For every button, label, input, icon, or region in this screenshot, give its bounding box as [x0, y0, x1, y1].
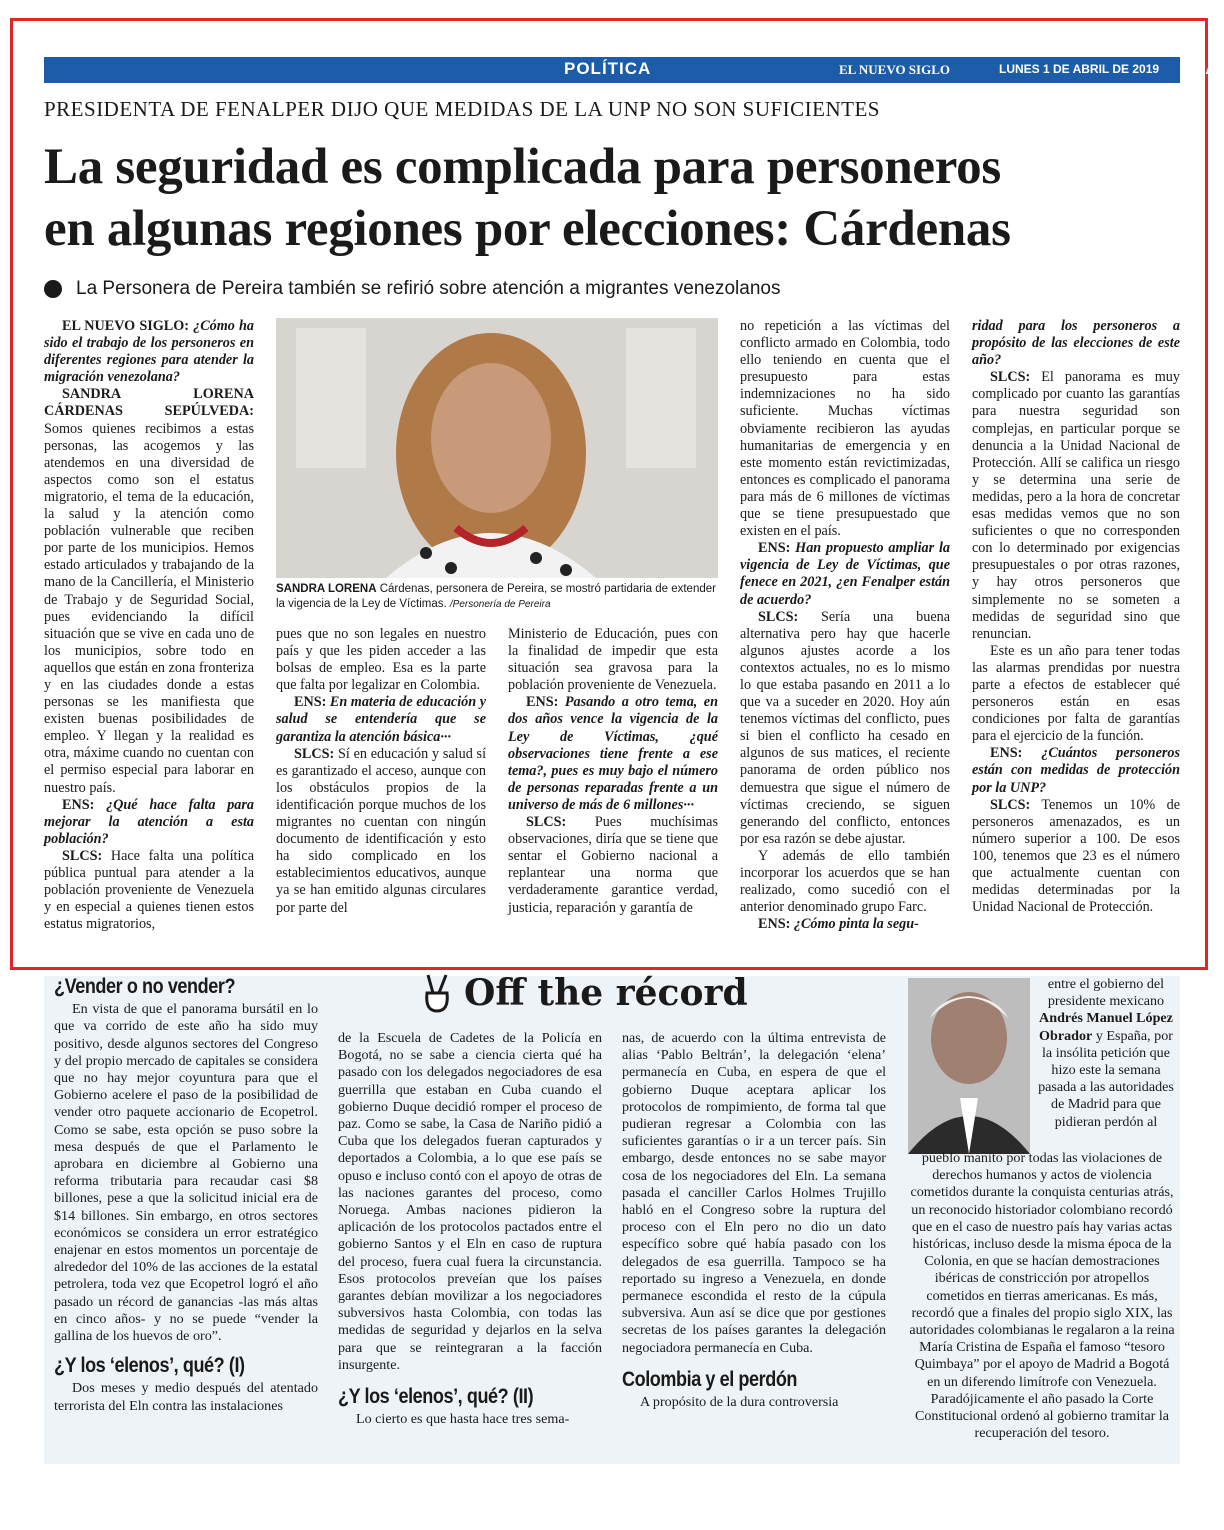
headline-line-2: en algunas regiones por elecciones: Cárdenas — [44, 201, 1011, 257]
question: ¿Cuántos personeros están con medidas de protección por la UNP? — [972, 745, 1181, 796]
item-text: entre el gobierno del presidente mexicano — [1047, 976, 1165, 1010]
photo-caption — [276, 582, 720, 612]
answer-lead: SLCS: — [990, 796, 1031, 813]
answer: Sí en educación y salud sí es garantizado el acceso, aunque con los obstáculos propios de la identificación porque muchos de los migrantes no cuentan con ningún documento de identificación y esto ha sido complicado en los establecimientos educativos, aunque ya se han emitido algunas circulares por parte del — [276, 745, 487, 916]
answer-lead: SLCS: — [526, 814, 567, 831]
item-text: nas, de acuerdo con la última entrevista de alias ‘Pablo Beltrán’, la delegación ‘elena’ permanecía en Cuba, en espera de que el gobierno Duque aceptara aplicar los protocolos de rompimiento, de forma tal que pudieran regresar a Colombia con las suficientes garantías o ir a un tercer país. Sin embargo, desde entonces no se sabe mayor cosa de los negociadores del Eln. La semana pasada el canciller Carlos Holmes Trujillo habló en el Congreso sobre la ruptura del proceso con el Eln pero no dio un dato específico sobre qué había pasado con los delegados de esa guerrilla. Tampoco se ha reportado su ingreso a Venezuela, en donde permanece escondida el resto de la cúpula subversiva. Aun así se dice que por gestiones secretas de los países garantes la delegación negociadora permanecía en Cuba. — [622, 1030, 886, 1356]
article-column-3 — [508, 626, 718, 917]
item-heading: ¿Vender o no vender? — [54, 975, 236, 998]
answer: Sería una buena alternativa pero hay que hacerle algunos ajustes acorde a los contextos actuales, no es lo mismo lo que estaba pasando en 2011 a lo que va a suceder en 2020. Hoy aún tenemos víctimas del conflicto, pues si bien el conflicto ha cesado en algunos de sus matices, el reciente panorama de orden público nos demuestra que sigue el número de víctimas creciendo, se siguen generando del conflicto, entonces por esa razón se debe ajustar. — [740, 608, 951, 847]
answer-lead: SLCS: — [990, 369, 1031, 386]
personera-photo — [276, 318, 718, 578]
item-text: pueblo manito por todas las violaciones de derechos humanos y actos de violencia cometidos durante la conquista centurias atrás, un reconocido historiador colombiano recordó que en el caso de nuestro país hay varias actas históricas, incluso desde la misma época de la Colonia, en que se hacían demostraciones ibéricas de constricción por atropellos cometidos en tierras americanas. Es más, recordó que a finales del propio siglo XIX, las autoridades colombianas le regalaron a la reina María Cristina de España el famoso “tesoro Quimbaya” por el apoyo de Madrid a Bogotá en un diferendo limítrofe con Venezuela. Paradójicamente el año pasado la Corte Constitucional ordenó al gobierno tramitar la recuperación del tesoro. — [909, 1150, 1175, 1442]
portrait-illustration — [908, 978, 1030, 1154]
offrecord-column-4-top — [1036, 976, 1176, 1131]
subhead — [44, 278, 780, 300]
answer: Tenemos un 10% de personeros amenazados, es un número superior a 100. De esos 100, tenemos que 23 es el número que actualmente cuentan con medidas determinadas por la Unidad Nacional de Protección. — [972, 796, 1180, 916]
headline-line-1: La seguridad es complicada para personeros — [44, 139, 1001, 195]
answer-lead: SLCS: — [758, 608, 799, 625]
amlo-photo — [908, 978, 1030, 1154]
paper-name: EL NUEVO SIGLO — [839, 62, 950, 77]
item-text: Dos meses y medio después del atentado terrorista del Eln contra las instalaciones — [54, 1380, 318, 1414]
item-heading: ¿Y los ‘elenos’, qué? (II) — [338, 1385, 534, 1409]
portrait-illustration — [276, 318, 718, 578]
q-lead: ENS: — [758, 540, 791, 557]
item-text: Lo cierto es que hasta hace tres sema- — [356, 1411, 570, 1428]
offrecord-header — [420, 972, 748, 1014]
caption-credit: /Personería de Pereira — [449, 599, 551, 610]
section-label: POLÍTICA — [564, 59, 652, 78]
article-column-5 — [972, 318, 1180, 916]
article-column-2 — [276, 626, 486, 917]
caption-name: SANDRA LORENA — [276, 583, 377, 595]
issue-date: LUNES 1 DE ABRIL DE 2019 — [999, 62, 1160, 76]
paragraph: Ministerio de Educación, pues con la finalidad de impedir que esta situación sea gravosa para la población proveniente de Venezuela. — [508, 626, 718, 694]
paragraph: no repetición a las víctimas del conflicto armado en Colombia, todo ello teniendo en cuenta que el presupuesto para estas indemnizaciones no ha sido suficiente. Muchas víctimas obviamente recibieron las ayudas humanitarias de emergencia y en este momento están revictimizadas, entonces es complicado el panorama para más de 6 millones de víctimas que se tiene presupuestado que existen en el país. — [740, 318, 950, 540]
kicker: PRESIDENTA DE FENALPER DIJO QUE MEDIDAS DE LA UNP NO SON SUFICIENTES — [44, 97, 880, 121]
question: ¿Qué hace falta para mejorar la atención a esta población? — [44, 796, 254, 847]
article-column-4 — [740, 318, 950, 933]
paragraph: Este es un año para tener todas las alarmas prendidas por nuestra parte a efectos de establecer qué personeros están en esas condiciones por falta de garantías para el ejercicio de la función. — [972, 642, 1180, 745]
answer: Somos quienes recibimos a estas personas, las acogemos y las atendemos en una diversidad de aspectos como son el estatus migratorio, el tema de la educación, la salud y la atención como población vulnerable que reciben por parte de los municipios. Hemos estado articulados y trabajando de la mano de la Cancillería, el Ministerio de Trabajo y de Seguridad Social, pues evidenciando la difícil situación que se vive en cada uno de los municipios, sobre todo en aquellos que están en zona fronteriza y en las ciudades donde a estas personas se les manifiesta que existen buenas posibilidades de empleo. Y llegan y la realidad es otra, máxime cuando no cuentan con el permiso especial para laborar en nuestro país. — [44, 420, 254, 796]
article-column-1 — [44, 318, 254, 933]
q-lead: ENS: — [526, 694, 559, 711]
paragraph: pues que no son legales en nuestro país y que les piden acceder a las bolsas de empleo. Esa es la parte que falta por legalizar en Colombia. — [276, 626, 486, 694]
question: En materia de educación y salud se entendería que se garantiza la atención básica··· — [276, 694, 486, 745]
offrecord-column-1 — [54, 975, 318, 1415]
offrecord-column-3 — [622, 1030, 886, 1411]
q-lead: EL NUEVO SIGLO: — [62, 318, 189, 334]
answer-lead: SLCS: — [294, 745, 335, 762]
answer-lead: SLCS: — [62, 847, 103, 864]
offrecord-column-2 — [338, 1030, 602, 1428]
person-name: Andrés Manuel López Obrador — [1039, 1010, 1173, 1044]
bullet-icon — [44, 280, 62, 298]
caption-text: Cárdenas, personera de Pereira, se mostró partidaria de extender la vigencia de la Ley de Víctimas. — [276, 583, 716, 610]
headline — [44, 136, 1184, 260]
subhead-text: La Personera de Pereira también se refirió sobre atención a migrantes venezolanos — [76, 278, 781, 299]
item-heading: Colombia y el perdón — [622, 1367, 798, 1391]
item-text: A propósito de la dura controversia — [640, 1394, 839, 1411]
peace-hand-icon — [420, 973, 454, 1013]
question: ¿Cómo ha sido el trabajo de los personeros en diferentes regiones para atender la migración venezolana? — [44, 318, 255, 386]
paragraph: Y además de ello también incorporar los acuerdos que se han realizado, como sucedió con el anterior denominado grupo Farc. — [740, 847, 950, 916]
q-lead: ENS: — [62, 796, 95, 813]
question: Han propuesto ampliar la vigencia de Ley de Víctimas, que fenece en 2021, ¿en Fenalper están de acuerdo? — [740, 540, 951, 608]
page-number: 11A — [1184, 57, 1220, 79]
q-lead: ENS: — [990, 745, 1023, 762]
section-bar — [44, 57, 1220, 83]
answer: El panorama es muy complicado por cuanto las garantías para nuestra seguridad son complejas, en particular porque se denuncia a la Unidad Nacional de Protección. Allí se califica un riesgo y se determina una serie de medidas, pero a la hora de concretar esas medidas vemos que no son suficientes o que no corresponden con lo determinado por exigencias presupuestales o por otras razones, y hay otros personeros que simplemente no se someten a medidas de seguridad sino que renuncian. — [972, 369, 1180, 642]
question: ¿Cómo pinta la segu- — [793, 916, 919, 933]
item-text: y España, por la insólita petición que hizo este la semana pasada a las autoridades de Madrid para que pidieran perdón al — [1038, 1027, 1174, 1130]
offrecord-column-4 — [908, 1150, 1176, 1442]
q-lead: ENS: — [758, 916, 791, 933]
answer: Pues muchísimas observaciones, diría que se tiene que sentar el Gobierno nacional a replantear una norma que verdaderamente garantice verdad, justicia, reparación y garantía de — [508, 814, 718, 916]
item-text: En vista de que el panorama bursátil en lo que va corrido de este año ha sido muy positivo, desde algunos sectores del Congreso y del propio mercado de capitales se considera que no hay mejor coyuntura para que el Gobierno acelere el paso de la posibilidad de vender otro paquete accionario de Ecopetrol. Como se sabe, esta opción se puso sobre la mesa después de que el Parlamento le aprobara en diciembre al Gobierno una reforma tributaria para recaudar casi $8 billones, pese a que la solicitud inicial era de $14 billones. Sin embargo, en otros sectores económicos se considera un error estratégico enajenar en estos momentos un porcentaje de alrededor del 10% de las acciones de la estatal petrolera, toda vez que Ecopetrol logró el año pasado un récord de ganancias -las más altas en cinco años- y no se puede “vender la gallina de los huevos de oro”. — [54, 1001, 318, 1345]
item-heading: ¿Y los ‘elenos’, qué? (I) — [54, 1354, 245, 1378]
answer-lead: SANDRA LORENA CÁRDENAS SEPÚLVEDA: — [44, 386, 254, 420]
item-text: de la Escuela de Cadetes de la Policía en Bogotá, no se sabe a ciencia cierta qué ha pasado con los delegados negociadores de esa guerrilla que estaban en Cuba cuando el gobierno Duque decidió romper el proceso de paz. Como se sabe, la Casa de Nariño pidió a Cuba que los delegados fueran capturados y deportados a Colombia, a lo que ese país se opuso e incluso contó con el apoyo de otras de las naciones garantes del proceso, como Noruega. Ambas naciones pidieron la aplicación de los protocolos pactados entre el gobierno Santos y el Eln en caso de ruptura del proceso, fuera cual fuera la circunstancia. Esos protocolos preveían que los países garantes debían movilizar a los negociadores subversivos hasta Colombia, con todas las medidas de seguridad y dejarlos en la selva para que se reintegraran a la facción insurgente. — [338, 1030, 602, 1373]
question: ridad para los personeros a propósito de las elecciones de este año? — [972, 318, 1180, 369]
answer: Hace falta una política pública puntual para atender a la población proveniente de Venezuela y en especial a quienes tienen estos estatus migratorios, — [44, 847, 255, 933]
q-lead: ENS: — [294, 694, 327, 711]
question: Pasando a otro tema, en dos años vence la vigencia de la Ley de Víctimas, ¿qué observaciones tiene frente a ese tema?, pues es muy bajo el número de personas reparadas frente a un universo de más de 6 millones··· — [508, 694, 718, 813]
offrecord-title: Off the récord — [464, 972, 748, 1014]
